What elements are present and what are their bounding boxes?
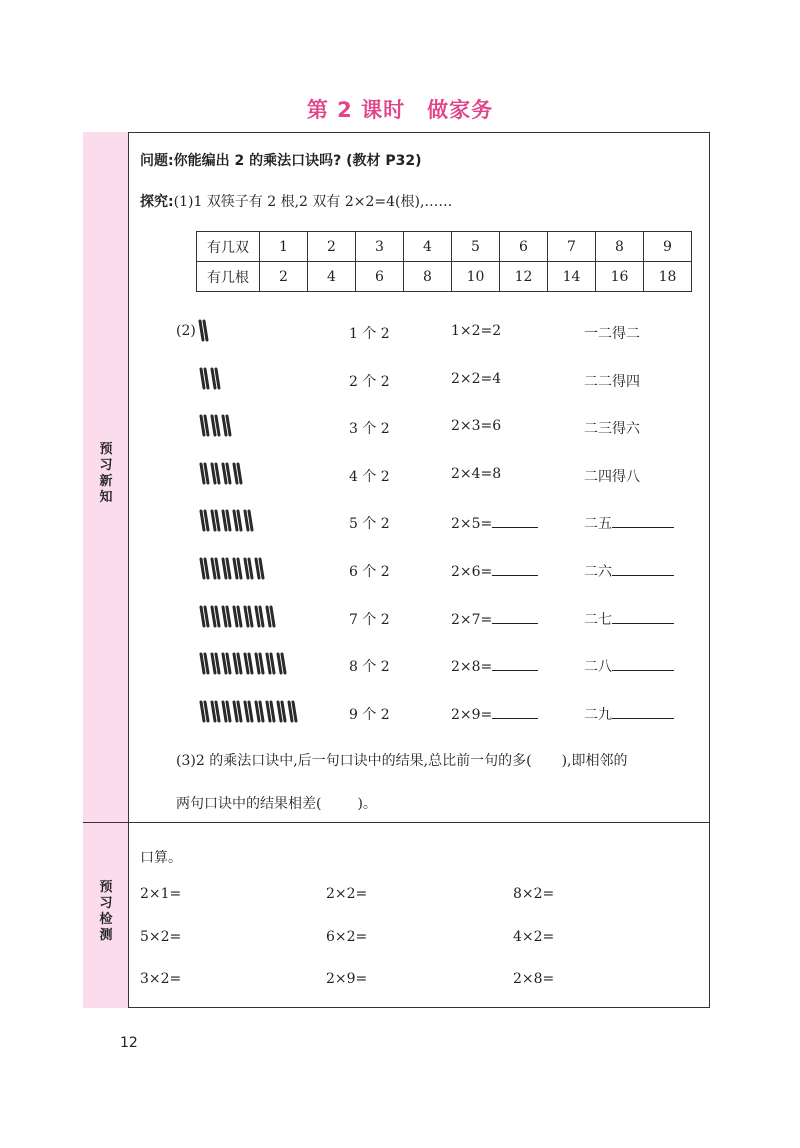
chopstick xyxy=(205,511,208,530)
chopstick xyxy=(245,559,248,578)
chopstick xyxy=(267,654,270,673)
chopstick xyxy=(204,321,207,340)
chopstick xyxy=(223,559,226,578)
pairs-table xyxy=(196,231,692,292)
count-label xyxy=(349,561,390,581)
page-title xyxy=(0,94,800,124)
chopstick xyxy=(256,702,259,721)
chopstick xyxy=(205,464,208,483)
oral-item: 5×2= xyxy=(140,929,182,945)
chopstick xyxy=(201,607,204,626)
rhyme-blank[interactable] xyxy=(612,609,674,624)
chopstick xyxy=(238,607,241,626)
chopstick xyxy=(278,702,281,721)
chopstick xyxy=(227,559,230,578)
rhyme xyxy=(584,371,640,391)
chopstick xyxy=(234,464,237,483)
chopsticks-icon xyxy=(199,509,284,533)
oral-item: 8×2= xyxy=(513,886,555,902)
table-cell: 8 xyxy=(596,232,644,262)
rhyme-blank[interactable] xyxy=(612,656,674,671)
oral-item: 2×8= xyxy=(513,971,555,987)
chopstick xyxy=(205,559,208,578)
chopstick xyxy=(293,702,296,721)
preview-section-sidebar xyxy=(83,132,129,822)
chopstick xyxy=(223,654,226,673)
expression-text: 2×4=8 xyxy=(451,466,502,482)
rhyme xyxy=(584,323,640,343)
chopstick xyxy=(201,559,204,578)
part3-text-b: ),即相邻的 xyxy=(561,753,628,769)
chopstick xyxy=(260,559,263,578)
count-label-text: 4 个 2 xyxy=(349,469,390,485)
chopstick xyxy=(227,464,230,483)
rhyme-blank[interactable] xyxy=(612,704,674,719)
chopstick xyxy=(289,702,292,721)
expression-text: 2×3=6 xyxy=(451,418,502,434)
count-label-text: 9 个 2 xyxy=(349,707,390,723)
explore-line xyxy=(140,191,452,211)
count-label-text: 3 个 2 xyxy=(349,421,390,437)
table-header: 有几双 xyxy=(197,232,260,262)
table-cell: 8 xyxy=(404,262,452,292)
count-label-text: 8 个 2 xyxy=(349,659,390,675)
chopstick xyxy=(223,607,226,626)
chopstick xyxy=(245,607,248,626)
table-cell: 16 xyxy=(596,262,644,292)
table-header: 有几根 xyxy=(197,262,260,292)
rhyme xyxy=(584,513,674,533)
page-number: 12 xyxy=(120,1035,138,1051)
table-cell: 9 xyxy=(644,232,692,262)
rhyme-text: 二五 xyxy=(584,516,612,532)
chopstick xyxy=(216,559,219,578)
chopstick xyxy=(212,416,215,435)
chopstick xyxy=(234,654,237,673)
table-cell: 6 xyxy=(356,262,404,292)
part3-text-d: )。 xyxy=(357,796,377,812)
chopstick xyxy=(227,654,230,673)
chopstick xyxy=(205,654,208,673)
answer-blank[interactable] xyxy=(492,704,538,719)
check-section-sidebar xyxy=(83,822,129,1008)
answer-blank[interactable] xyxy=(492,513,538,528)
rhyme-text: 二四得八 xyxy=(584,469,640,485)
table-cell: 5 xyxy=(452,232,500,262)
rhyme xyxy=(584,561,674,581)
chopstick xyxy=(282,702,285,721)
chopstick xyxy=(216,702,219,721)
chopstick xyxy=(238,702,241,721)
chopsticks-icon xyxy=(199,700,328,724)
chopsticks-icon xyxy=(199,462,273,486)
chopstick xyxy=(234,559,237,578)
chopstick xyxy=(223,416,226,435)
count-label xyxy=(349,371,390,391)
lesson-number: 第 2 课时 xyxy=(306,98,406,122)
chopstick xyxy=(201,702,204,721)
chopstick xyxy=(205,702,208,721)
chopstick xyxy=(216,369,219,388)
table-cell: 2 xyxy=(260,262,308,292)
rhyme xyxy=(584,466,640,486)
chopstick xyxy=(234,607,237,626)
part3-line1 xyxy=(176,750,627,770)
chopstick xyxy=(249,607,252,626)
chopstick xyxy=(249,654,252,673)
part3-text-c: 两句口诀中的结果相差( xyxy=(176,796,322,812)
chopstick xyxy=(245,654,248,673)
chopstick xyxy=(267,607,270,626)
oral-item: 6×2= xyxy=(326,929,368,945)
answer-blank[interactable] xyxy=(492,561,538,576)
preview-section-label: 预习新知 xyxy=(99,442,113,505)
rhyme-blank[interactable] xyxy=(612,561,674,576)
explore-label: 探究: xyxy=(140,194,174,210)
count-label xyxy=(349,418,390,438)
part2-label: (2) xyxy=(176,323,196,339)
count-label-text: 1 个 2 xyxy=(349,326,390,342)
count-label-text: 6 个 2 xyxy=(349,564,390,580)
chopsticks-icon xyxy=(199,367,251,391)
expression-text: 2×5= xyxy=(451,516,493,532)
table-cell: 4 xyxy=(308,262,356,292)
expression-text: 2×7= xyxy=(451,612,493,628)
expression xyxy=(451,656,538,675)
chopstick xyxy=(201,416,204,435)
oral-item: 3×2= xyxy=(140,971,182,987)
count-label xyxy=(349,323,390,343)
rhyme xyxy=(584,704,674,724)
chopstick xyxy=(245,511,248,530)
chopstick xyxy=(212,511,215,530)
chopstick xyxy=(227,511,230,530)
rhyme-text: 二八 xyxy=(584,659,612,675)
chopsticks-icon xyxy=(199,557,295,581)
chopstick xyxy=(216,654,219,673)
count-label xyxy=(349,466,390,486)
chopstick xyxy=(271,607,274,626)
table-cell: 7 xyxy=(548,232,596,262)
chopstick xyxy=(223,702,226,721)
table-cell: 4 xyxy=(404,232,452,262)
table-cell: 18 xyxy=(644,262,692,292)
oral-item: 2×9= xyxy=(326,971,368,987)
expression xyxy=(451,704,538,723)
chopstick xyxy=(249,511,252,530)
oral-item: 2×1= xyxy=(140,886,182,902)
chopstick xyxy=(212,702,215,721)
explore-text: (1)1 双筷子有 2 根,2 双有 2×2=4(根),…… xyxy=(173,194,453,210)
oral-item: 4×2= xyxy=(513,929,555,945)
check-section-label: 预习检测 xyxy=(99,880,113,943)
chopsticks-icon xyxy=(198,319,239,343)
table-cell: 12 xyxy=(500,262,548,292)
rhyme xyxy=(584,656,674,676)
chopstick xyxy=(238,654,241,673)
chopstick xyxy=(256,654,259,673)
expression-text: 2×2=4 xyxy=(451,371,502,387)
rhyme-text: 二六 xyxy=(584,564,612,580)
chopstick xyxy=(267,702,270,721)
table-cell: 2 xyxy=(308,232,356,262)
chopstick xyxy=(201,654,204,673)
rhyme xyxy=(584,418,640,438)
table-cell: 6 xyxy=(500,232,548,262)
chopstick xyxy=(271,702,274,721)
part3-line2 xyxy=(176,793,377,813)
chopstick xyxy=(223,511,226,530)
chopstick xyxy=(212,654,215,673)
chopstick xyxy=(212,464,215,483)
rhyme-text: 一二得二 xyxy=(584,326,640,342)
count-label xyxy=(349,704,390,724)
chopstick xyxy=(278,654,281,673)
chopstick xyxy=(205,607,208,626)
expression xyxy=(451,609,538,628)
chopstick xyxy=(260,607,263,626)
chopstick xyxy=(234,702,237,721)
chopstick xyxy=(227,607,230,626)
chopstick xyxy=(205,369,208,388)
count-label-text: 7 个 2 xyxy=(349,612,390,628)
chopstick xyxy=(249,559,252,578)
chopstick xyxy=(245,702,248,721)
rhyme-text: 二二得四 xyxy=(584,374,640,390)
chopstick xyxy=(234,511,237,530)
chopstick xyxy=(201,511,204,530)
chopstick xyxy=(238,511,241,530)
table-cell: 3 xyxy=(356,232,404,262)
rhyme-text: 二七 xyxy=(584,612,612,628)
rhyme-blank[interactable] xyxy=(612,513,674,528)
chopstick xyxy=(282,654,285,673)
answer-blank[interactable] xyxy=(492,656,538,671)
expression xyxy=(451,418,501,434)
expression xyxy=(451,561,538,580)
chopstick xyxy=(216,607,219,626)
chopstick xyxy=(238,464,241,483)
oral-item: 2×2= xyxy=(326,886,368,902)
table-cell: 10 xyxy=(452,262,500,292)
chopstick xyxy=(260,702,263,721)
part3-text-a: (3)2 的乘法口诀中,后一句口诀中的结果,总比前一句的多( xyxy=(176,753,532,769)
count-label xyxy=(349,609,390,629)
count-label xyxy=(349,656,390,676)
question-text: 问题:你能编出 2 的乘法口诀吗? (教材 P32) xyxy=(140,153,422,169)
count-label-text: 5 个 2 xyxy=(349,516,390,532)
chopstick xyxy=(212,607,215,626)
section-divider xyxy=(83,822,710,823)
table-row xyxy=(197,232,692,262)
table-row xyxy=(197,262,692,292)
count-label xyxy=(349,513,390,533)
table-cell: 14 xyxy=(548,262,596,292)
chopstick xyxy=(201,369,204,388)
answer-blank[interactable] xyxy=(492,609,538,624)
chopsticks-icon xyxy=(199,652,317,676)
oral-label: 口算。 xyxy=(140,850,182,866)
chopstick xyxy=(216,511,219,530)
chopstick xyxy=(256,559,259,578)
expression xyxy=(451,371,501,387)
chopstick xyxy=(212,369,215,388)
chopstick xyxy=(260,654,263,673)
expression xyxy=(451,513,538,532)
rhyme-text: 二三得六 xyxy=(584,421,640,437)
rhyme xyxy=(584,609,674,629)
expression-text: 2×8= xyxy=(451,659,493,675)
chopstick xyxy=(238,559,241,578)
chopstick xyxy=(271,654,274,673)
table-cell: 1 xyxy=(260,232,308,262)
chopstick xyxy=(223,464,226,483)
lesson-topic: 做家务 xyxy=(427,98,494,122)
expression-text: 2×9= xyxy=(451,707,493,723)
chopsticks-icon xyxy=(199,414,262,438)
expression-text: 1×2=2 xyxy=(451,323,502,339)
expression xyxy=(451,323,501,339)
rhyme-text: 二九 xyxy=(584,707,612,723)
chopstick xyxy=(216,464,219,483)
chopstick xyxy=(227,702,230,721)
chopstick xyxy=(256,607,259,626)
chopstick xyxy=(227,416,230,435)
expression-text: 2×6= xyxy=(451,564,493,580)
chopstick xyxy=(216,416,219,435)
chopsticks-icon xyxy=(199,605,306,629)
chopstick xyxy=(212,559,215,578)
count-label-text: 2 个 2 xyxy=(349,374,390,390)
chopstick xyxy=(249,702,252,721)
expression xyxy=(451,466,501,482)
chopstick xyxy=(200,321,203,340)
chopstick xyxy=(205,416,208,435)
chopstick xyxy=(201,464,204,483)
